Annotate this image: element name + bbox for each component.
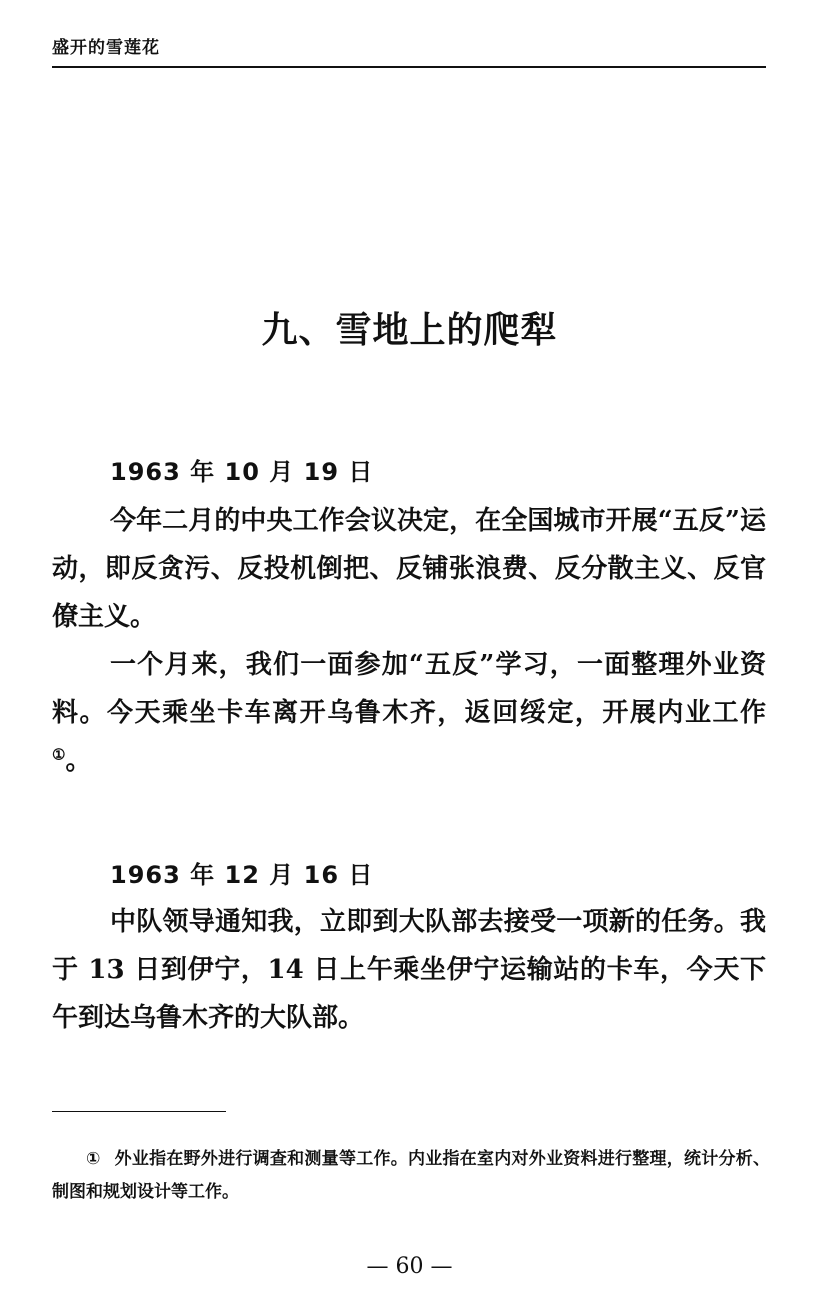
entry-2-paragraph-1: 中队领导通知我，立即到大队部去接受一项新的任务。我于 13 日到伊宁，14 日上午乘坐伊宁运输站的卡车，今天下午到达乌鲁木齐的大队部。 [52,907,766,1033]
entry-1-paragraph-1: 今年二月的中央工作会议决定，在全国城市开展“五反”运动，即反贪污、反投机倒把、反铺张浪费、反分散主义、反官僚主义。 [52,506,766,632]
entry-1-paragraph-2 [52,641,766,785]
entry-1-paragraph-2-text: 一个月来，我们一面参加“五反”学习，一面整理外业资料。今天乘坐卡车离开乌鲁木齐，返回绥定，开展内业工作 [52,650,766,728]
entry-1-paragraph-2-end: 。 [65,746,92,776]
page-number: — 60 — [366,1254,453,1279]
footnote-rule [52,1111,226,1112]
entry-date-2: 1963 年 12 月 16 日 [110,861,374,889]
footnote-marker: ① [86,1149,101,1169]
chapter-title: 九、雪地上的爬犁 [261,309,558,351]
header-rule [52,66,766,68]
footnote-text: 外业指在野外进行调查和测量等工作。内业指在室内对外业资料进行整理，统计分析、制图和规划设计等工作。 [52,1149,770,1202]
running-head: 盛开的雪莲花 [52,38,160,58]
footnote [52,1143,770,1209]
entry-date-1: 1963 年 10 月 19 日 [110,458,374,486]
footnote-reference: ① [52,745,66,764]
